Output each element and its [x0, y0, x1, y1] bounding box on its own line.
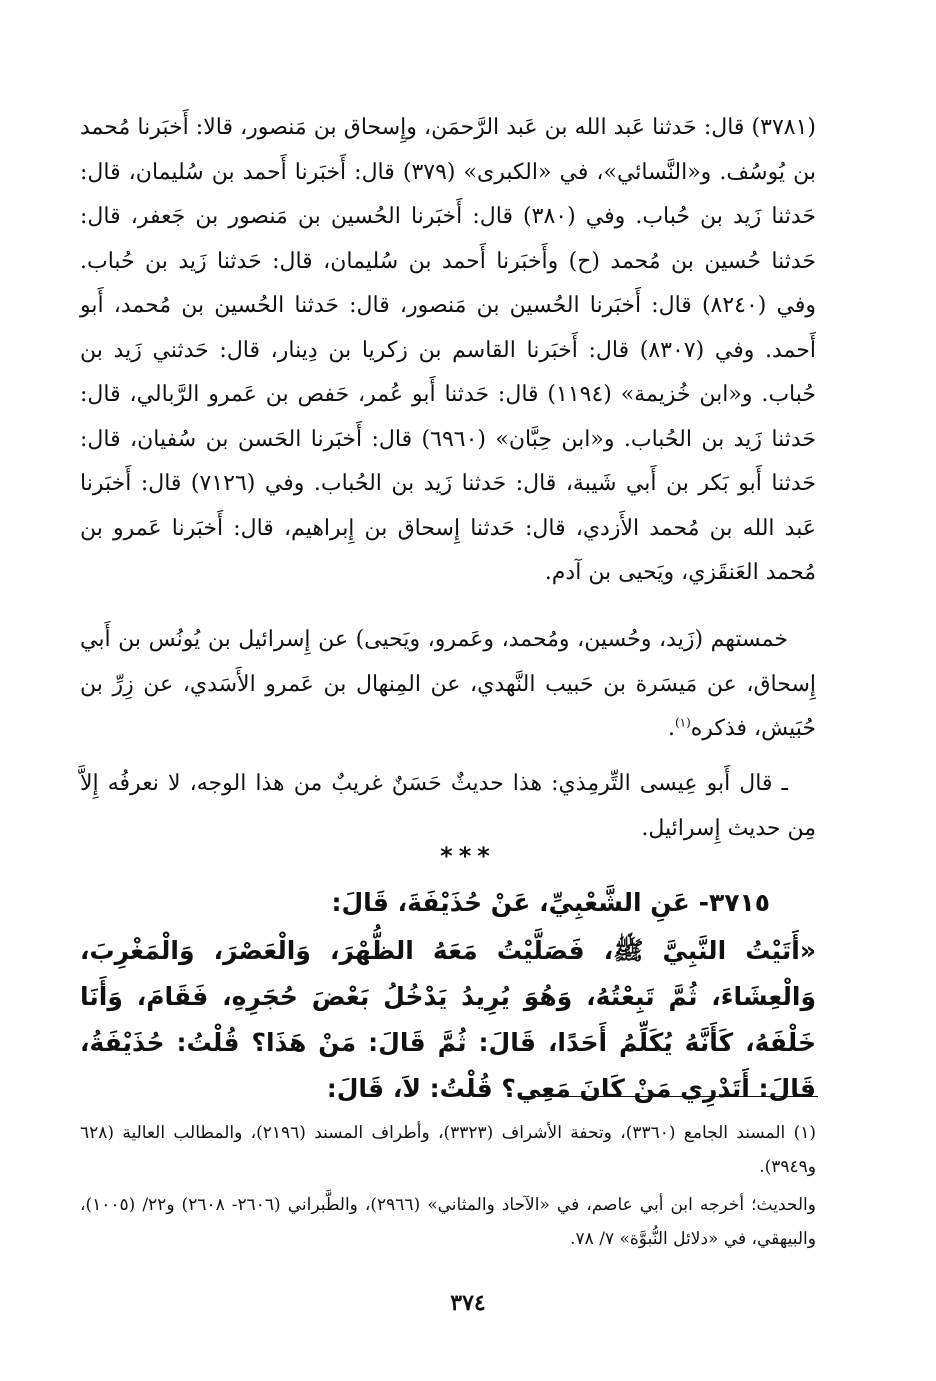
hadith-body: [80, 928, 816, 1112]
paragraph-text: ـ قال أَبو عِيسى التِّرمِذي: هذا حديثٌ حَسَنٌ غريبٌ من هذا الوجه، لا نعرفُه إِلاَّ مِن حديث إِسرائيل.: [80, 771, 816, 841]
footnote-2: والحديث؛ أخرجه ابن أبي عاصم، في «الآحاد والمثاني» (٢٩٦٦)، والطَّبراني (٢٦٠٦- ٢٦٠٨) و٢٢/ (١٠٠٥)، والبيهقي، في «دلائل النُّبوَّة» ٧/ ٧٨.: [80, 1195, 816, 1249]
footnote-reference[interactable]: (١): [674, 715, 691, 730]
section-separator: ***: [440, 842, 496, 870]
footnotes: [80, 1116, 816, 1256]
paragraph-text-wrapper: [80, 618, 816, 752]
paragraph-end: .: [667, 716, 675, 741]
footnote-1: (١) المسند الجامع (٣٣٦٠)، وتحفة الأشراف (٣٣٢٣)، وأطراف المسند (٢١٩٦)، والمطالب العالية (٦٢٨ و٣٩٤٩).: [80, 1123, 816, 1177]
footnote-divider: [518, 1096, 818, 1097]
hadith-text: «أَتَيْتُ النَّبِيَّ ﷺ، فَصَلَّيْتُ مَعَهُ الظُّهْرَ، وَالْعَصْرَ، وَالْمَغْرِبَ، وَالْعِشَاءَ، ثُمَّ تَبِعْتُهُ، وَهُوَ يُرِيدُ يَدْخُلُ بَعْضَ حُجَرِهِ، فَقَامَ، وَأَنَا خَلْفَهُ، كَأَنَّهُ يُكَلِّمُ أَحَدًا، قَالَ: ثُمَّ قَالَ: مَنْ هَذَا؟ قُلْتُ: حُذَيْفَةُ، قَالَ: أَتَدْرِي مَنْ كَانَ مَعِي؟ قُلْتُ: لاَ، قَالَ:: [80, 936, 816, 1103]
paragraph-text: خمستهم (زَيد، وحُسين، ومُحمد، وعَمرو، ويَحيى) عن إِسرائيل بن يُونُس بن أَبي إِسحاق، عن مَيسَرة بن حَبيب النَّهدي، عن المِنهال بن عَمرو الأَسَدي، عن زِرِّ بن حُبَيش، فذكره: [80, 627, 816, 741]
chain-paragraph: [80, 618, 816, 752]
tirmidhi-comment: [80, 762, 816, 851]
page-number: ٣٧٤: [450, 1290, 486, 1316]
paragraph-text: (٣٧٨١) قال: حَدثنا عَبد الله بن عَبد الرَّحمَن، وإِسحاق بن مَنصور، قالا: أَخبَرنا مُحمد بن يُوسُف. و«النَّسائي»، في «الكبرى» (٣٧٩) قال: أَخبَرنا أَحمد بن سُليمان، قال: حَدثنا زَيد بن حُباب. وفي (٣٨٠) قال: أَخبَرنا الحُسين بن مَنصور بن جَعفر، قال: حَدثنا حُسين بن مُحمد (ح) وأَخبَرنا أَحمد بن سُليمان، قال: حَدثنا زَيد بن حُباب. وفي (٨٢٤٠) قال: أَخبَرنا الحُسين بن مَنصور، قال: حَدثنا الحُسين بن مُحمد، أَبو أَحمد. وفي (٨٣٠٧) قال: أَخبَرنا القاسم بن زكريا بن دِينار، قال: حَدثني زَيد بن حُباب. و«ابن خُزيمة» (١١٩٤) قال: حَدثنا أَبو عُمر، حَفص بن عَمرو الرَّبالي، قال: حَدثنا زَيد بن الحُباب. و«ابن حِبَّان» (٦٩٦٠) قال: أَخبَرنا الحَسن بن سُفيان، قال: حَدثنا أَبو بَكر بن أَبي شَيبة، قال: حَدثنا زَيد بن الحُباب. وفي (٧١٢٦) قال: أَخبَرنا عَبد الله بن مُحمد الأَزدي، قال: حَدثنا إِسحاق بن إِبراهيم، قال: أَخبَرنا عَمرو بن مُحمد العَنقَزي، ويَحيى بن آدم.: [80, 115, 816, 585]
hadith-heading: ٣٧١٥- عَنِ الشَّعْبِيِّ، عَنْ حُذَيْفَةَ، قَالَ:: [331, 888, 770, 917]
takhrij-paragraph: [80, 106, 816, 596]
